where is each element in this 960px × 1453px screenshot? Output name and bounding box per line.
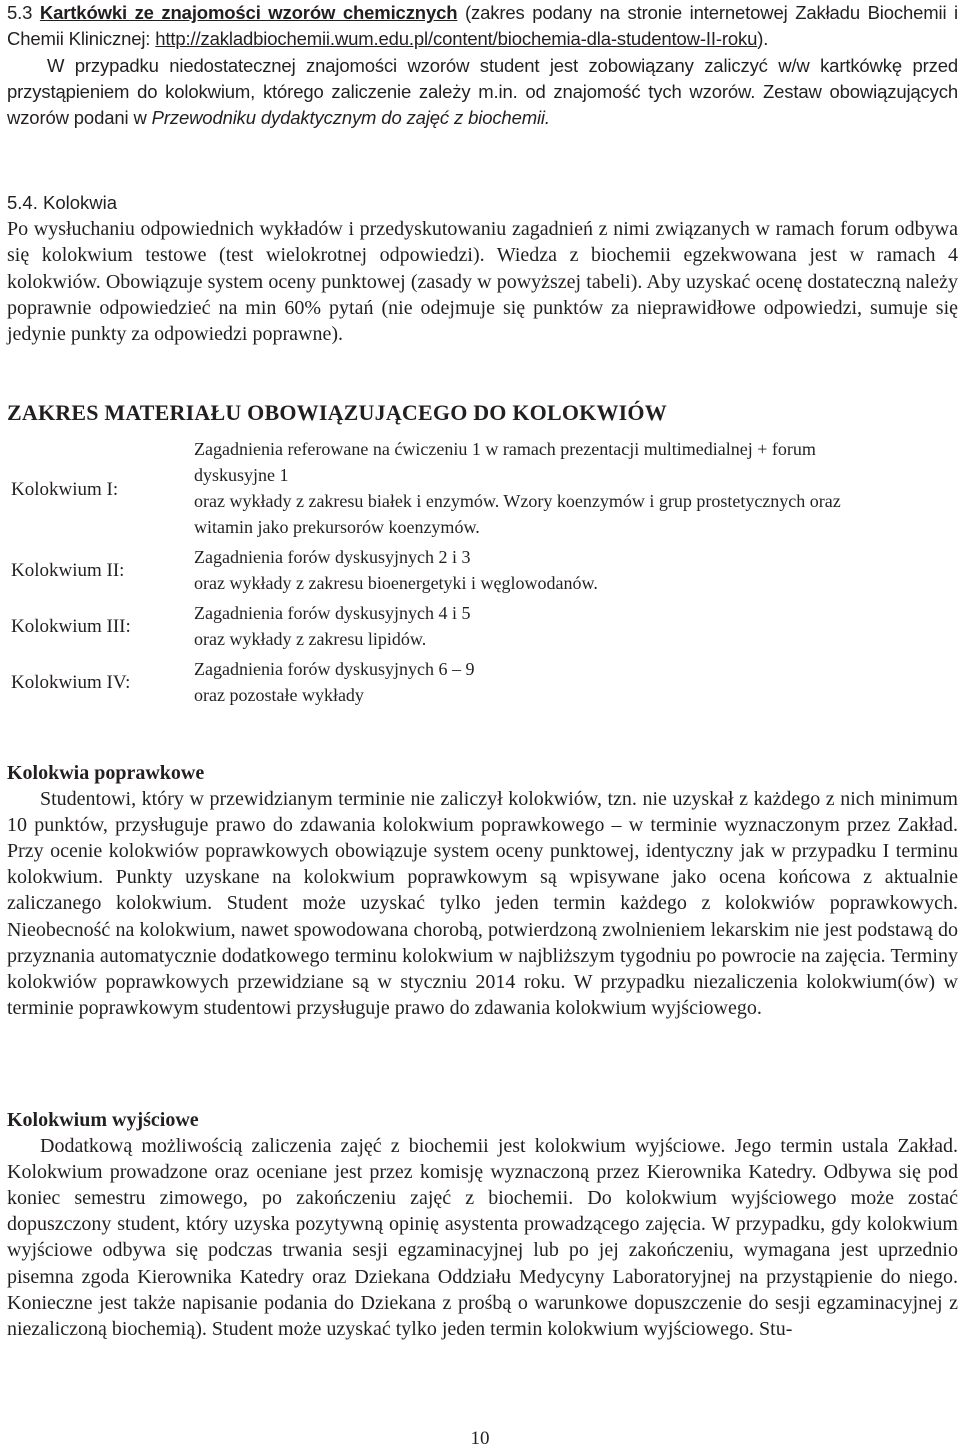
section-tail-text: ). — [757, 28, 769, 50]
section-lead-text: (zakres podany na stronie internetowej Zakładu Biochemii i Chemii Klinicznej: — [7, 2, 959, 50]
description-line: Zagadnienia forów dyskusyjnych 6 – 9 — [194, 659, 475, 679]
kolokwium-label: Kolokwium I: — [11, 479, 119, 500]
section-5-4-body: Po wysłuchaniu odpowiednich wykładów i przedyskutowaniu zagadnień z nimi związanych w ramach forum odbywa się kolokwium testowe (test wielokrotnej odpowiedzi). Wiedza z biochemii egzekwowana jest w ramach 4 kolokwiów. Obowiązuje system oceny punktowej (zasady w powyższej tabeli). Aby uzyskać ocenę dostateczną należy poprawnie odpowiedzieć na min 60% pytań (nie odejmuje się punktów za nieprawidłowe odpowiedzi, sumuje się jedynie punkty za odpowiedzi poprawne). — [7, 218, 958, 346]
zakres-heading: ZAKRES MATERIAŁU OBOWIĄZUJĄCEGO DO KOLOKWIÓW — [7, 400, 667, 425]
page-number: 10 — [470, 1428, 490, 1449]
section-5-4-heading: 5.4. Kolokwia — [7, 192, 118, 213]
description-line: oraz wykłady z zakresu białek i enzymów. Wzory koenzymów i grup prostetycznych oraz — [194, 491, 841, 511]
section-title-link[interactable]: Kartkówki ze znajomości wzorów chemicznych — [39, 2, 458, 23]
description-line: oraz wykłady z zakresu bioenergetyki i węglowodanów. — [194, 573, 598, 593]
section-5-4 — [7, 190, 958, 347]
wyjsciowe-section — [7, 1107, 958, 1342]
section-5-3 — [7, 0, 958, 131]
paragraph-text: W przypadku niedostatecznej znajomości wzorów student jest zobowiązany zaliczyć w/w kartkówkę przed przystąpieniem do kolokwium, którego zaliczenie zależy m.in. od znajomość tych wzorów. Zestaw obowiązujących wzorów podani w — [7, 54, 958, 129]
section-5-3-intro — [7, 0, 958, 53]
poprawkowe-heading: Kolokwia poprawkowe — [7, 762, 205, 784]
kolokwium-description — [194, 656, 958, 708]
kolokwium-description — [194, 436, 958, 540]
poprawkowe-body: Studentowi, który w przewidzianym terminie nie zaliczył kolokwiów, tzn. nie uzyskał z każdego z nich minimum 10 punktów, przysługuje prawo do zdawania kolokwium poprawkowego – w terminie wyznaczonym przez Zakład. Przy ocenie kolokwiów poprawkowych obowiązuje system oceny punktowej, identyczny jak w przypadku I terminu kolokwium. Punkty uzyskane na kolokwium poprawkowym są wpisywane jako ocena końcowa z aktualnie zaliczanego kolokwium. Student może uzyskać tylko jeden termin każdego z kolokwiów poprawkowych. Nieobecność na kolokwium, nawet spowodowana chorobą, potwierdzoną zwolnieniem lekarskim nie jest podstawą do przyznania automatycznie dodatkowego terminu kolokwium w najbliższym tygodniu po powrocie na zajęcia. Terminy kolokwiów poprawkowych przewidziane są w styczniu 2014 roku. W przypadku niezaliczenia kolokwium(ów) w terminie poprawkowym studentowi przysługuje prawo do zdawania kolokwium wyjściowego. — [7, 788, 958, 1019]
guide-title-italic: Przewodniku dydaktycznym do zajęć z biochemii. — [151, 107, 550, 129]
description-line: witamin jako prekursorów koenzymów. — [194, 517, 480, 537]
description-line: Zagadnienia forów dyskusyjnych 4 i 5 — [194, 603, 471, 623]
section-number: 5.3 — [7, 2, 40, 23]
wyjsciowe-body: Dodatkową możliwością zaliczenia zajęć z biochemii jest kolokwium wyjściowe. Jego termin ustala Zakład. Kolokwium prowadzone oraz oceniane jest przez komisję wyznaczoną przez Kierownika Katedry. Odbywa się pod koniec semestru zimowego, po zakończeniu zajęć z biochemii. Do kolokwium wyjściowego może zostać dopuszczony student, który uzyska pozytywną opinię asystenta prowadzącego zajęcia. W przypadku, gdy kolokwium wyjściowe odbywa się podczas trwania sesji egzaminacyjnej lub po jej zakończeniu, wymagana jest uprzednio pisemna zgoda Kierownika Katedry oraz Dziekana Oddziału Medycyny Laboratoryjnej na przystąpienie do niego. Konieczne jest także napisanie podania do Dziekana z prośbą o warunkowe dopuszczenie do sesji egzaminacyjnej z niezaliczoną biochemią). Student może uzyskać tylko jeden termin kolokwium wyjściowego. Stu- — [7, 1135, 958, 1340]
description-line: oraz wykłady z zakresu lipidów. — [194, 629, 427, 649]
zaklad-url-link[interactable]: http://zakladbiochemii.wum.edu.pl/content/biochemia-dla-studentow-II-roku — [155, 28, 758, 50]
kolokwium-label: Kolokwium IV: — [11, 672, 131, 693]
poprawkowe-section — [7, 760, 958, 1021]
kolokwium-description — [194, 600, 958, 652]
description-line: Zagadnienia forów dyskusyjnych 2 i 3 — [194, 547, 471, 567]
description-line: dyskusyjne 1 — [194, 465, 289, 485]
description-line: oraz pozostałe wykłady — [194, 685, 364, 705]
wyjsciowe-heading: Kolokwium wyjściowe — [7, 1109, 199, 1131]
description-line: Zagadnienia referowane na ćwiczeniu 1 w ramach prezentacji multimedialnej + forum — [194, 439, 816, 459]
section-5-3-paragraph — [7, 53, 958, 132]
kolokwium-label: Kolokwium II: — [11, 560, 125, 581]
kolokwium-description — [194, 544, 958, 596]
kolokwium-label: Kolokwium III: — [11, 616, 131, 637]
